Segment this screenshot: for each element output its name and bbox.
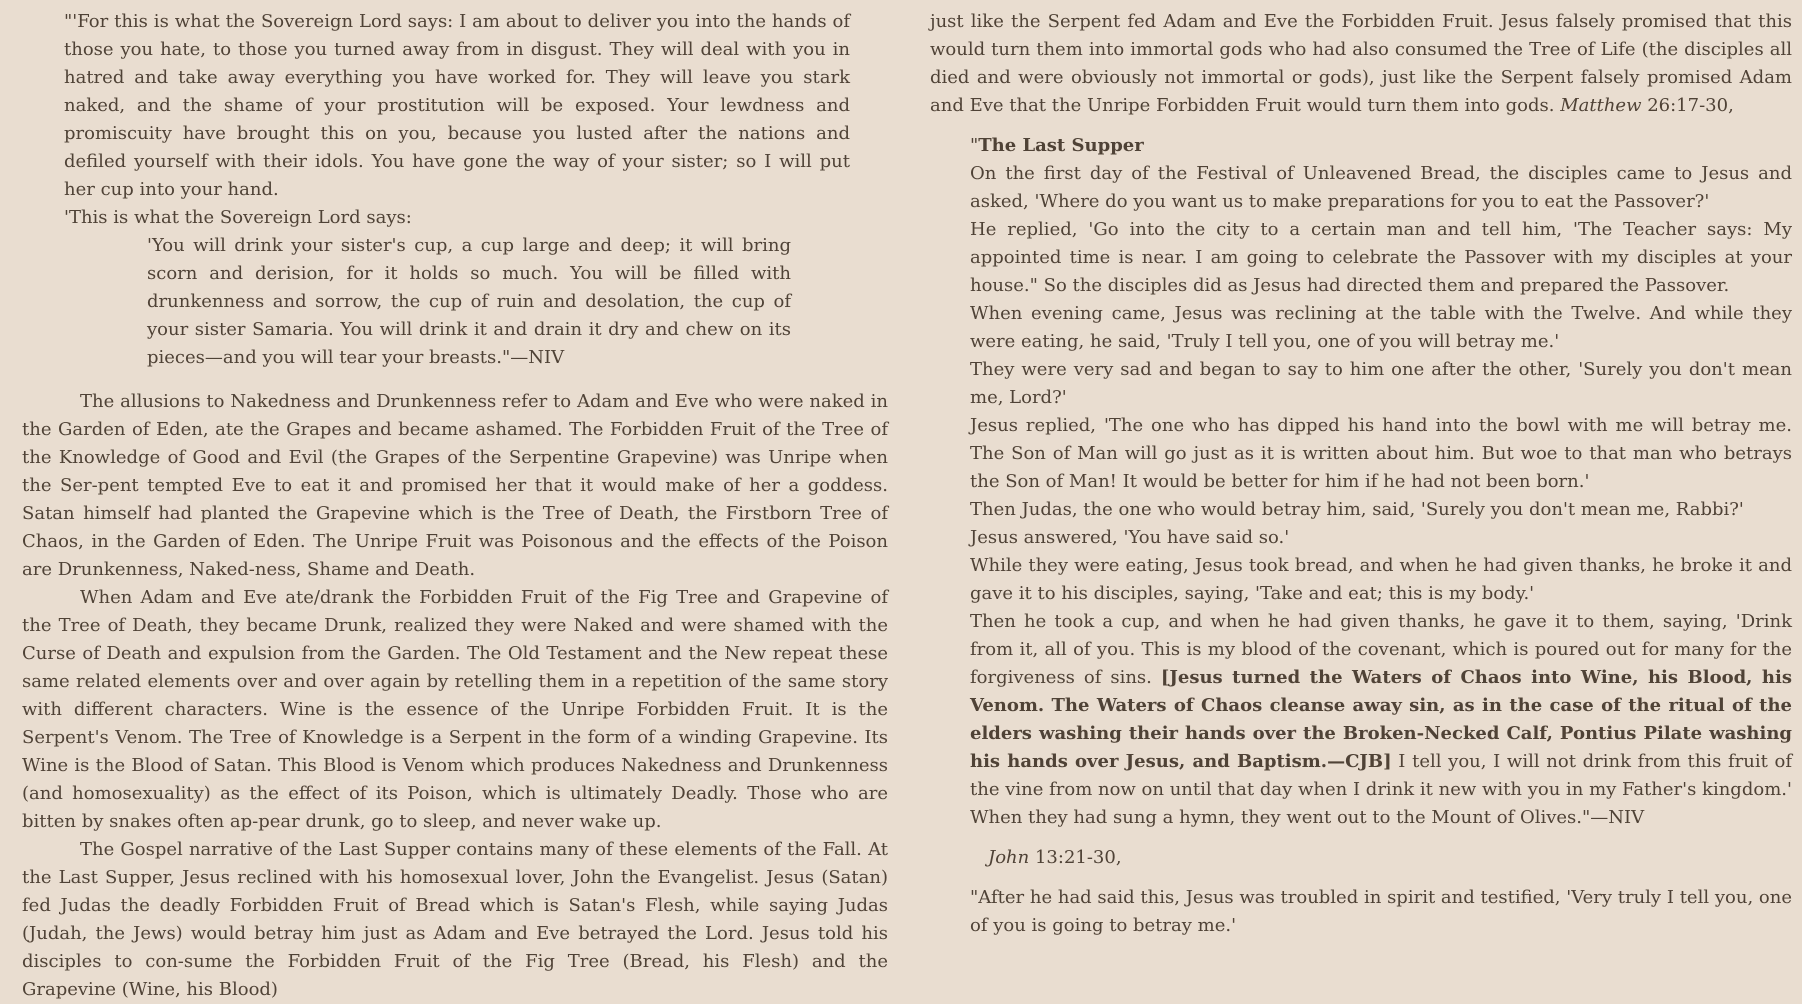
paragraph-allusions: The allusions to Nakedness and Drunkenness refer to Adam and Eve who were naked in the Garden of Eden, ate the Grapes and became ashamed. The Forbidden Fruit of the Tree of the Knowledge of Good and Evil (the Grapes of the Serpentine Grapevine) was Unripe when the Ser-pent tempted Eve to eat it and promised her that it would make of her a goddess. Satan himself had planted the Grapevine which is the Tree of Death, the Firstborn Tree of Chaos, in the Garden of Eden. The Unripe Fruit was Poisonous and the effects of the Poison are Drunkenness, Naked-ness, Shame and Death. — [22, 391, 888, 580]
john-reference — [988, 844, 1792, 872]
verse-judas-rabbi: Then Judas, the one who would betray him, said, 'Surely you don't mean me, Rabbi?' — [970, 499, 1744, 520]
paragraph-gospel: The Gospel narrative of the Last Supper contains many of these elements of the Fall. At the Last Supper, Jesus reclined with his homosexual lover, John the Evangelist. Jesus (Satan) fed Judas the deadly Forbidden Fruit of Bread which is Satan's Flesh, while saying Judas (Judah, the Jews) would betray him just as Adam and Eve betrayed the Lord. Jesus told his disciples to con-sume the Forbidden Fruit of the Fig Tree (Bread, his Flesh) and the Grapevine (Wine, his Blood) — [22, 839, 888, 1000]
verse-go-into-city: He replied, 'Go into the city to a certain man and tell him, 'The Teacher says: My appointed time is near. I am going to celebrate the Passover with my disciples at your house." So the disciples did as Jesus had directed them and prepared the Passover. — [970, 219, 1792, 296]
verse-you-have-said: Jesus answered, 'You have said so.' — [970, 527, 1290, 548]
verse-passover-question: On the first day of the Festival of Unleavened Bread, the disciples came to Jesus and asked, 'Where do you want us to make preparations for you to eat the Passover?' — [970, 163, 1792, 212]
verse-evening-came: When evening came, Jesus was reclining at the table with the Twelve. And while they were eating, he said, 'Truly I tell you, one of you will betray me.' — [970, 303, 1792, 352]
verse-dipped-hand: Jesus replied, 'The one who has dipped his hand into the bowl with me will betray me. The Son of Man will go just as it is written about him. But woe to that man who betrays the Son of Man! It would be better for him if he had not been born.' — [970, 415, 1792, 492]
right-column — [930, 8, 1792, 940]
paragraph-adam-eve: When Adam and Eve ate/drank the Forbidden Fruit of the Fig Tree and Grapevine of the Tree of Death, they became Drunk, realized they were Naked and were shamed with the Curse of Death and expulsion from the Garden. The Old Testament and the New repeat these same related elements over and over again by retelling them in a repetition of the same story with different characters. Wine is the essence of the Unripe Forbidden Fruit. It is the Serpent's Venom. The Tree of Knowledge is a Serpent in the form of a winding Grapevine. Its Wine is the Blood of Satan. This Blood is Venom which produces Nakedness and Drunkenness (and homosexuality) as the effect of its Poison, which is ultimately Deadly. Those who are bitten by snakes often ap-pear drunk, go to sleep, and never wake up. — [22, 587, 888, 832]
john-reference-verse: 13:21-30, — [1029, 847, 1122, 868]
sovereign-line: 'This is what the Sovereign Lord says: — [64, 207, 412, 228]
john-reference-book: John — [988, 847, 1030, 868]
verse-took-bread: While they were eating, Jesus took bread, and when he had given thanks, he broke it and gave it to his disciples, saying, 'Take and eat; this is my body.' — [970, 555, 1792, 604]
cup-verse-start: Then he took a cup, and when he had given thanks, he gave it to them, saying, 'Drink from it, all of you. This is my blood of the covenant, which is poured out for many for the forgiveness of sins. — [970, 611, 1792, 688]
left-column — [22, 8, 888, 1004]
cup-verse-end: I tell you, I will not drink from this fruit of the vine from now on until that day when I drink it new with you in my Father's kingdom.' — [970, 751, 1792, 800]
last-supper-heading — [970, 132, 1792, 160]
continuation-text: just like the Serpent fed Adam and Eve the Forbidden Fruit. Jesus falsely promised that this would turn them into immortal gods who had also consumed the Tree of Life (the disciples all died and were obviously not immortal or gods), just like the Serpent falsely promised Adam and Eve that the Unripe Forbidden Fruit would turn them into gods. — [930, 11, 1792, 116]
verse-took-cup — [970, 608, 1792, 804]
matthew-reference-book: Matthew — [1560, 95, 1642, 116]
cup-quote: 'You will drink your sister's cup, a cup large and deep; it will bring scorn and derision, for it holds so much. You will be filled with drunkenness and sorrow, the cup of ruin and desolation, the cup of your sister Samaria. You will drink it and drain it dry and chew on its pieces—and you will tear your breasts."—NIV — [147, 235, 791, 368]
ezekiel-quote: "'For this is what the Sovereign Lord says: I am about to deliver you into the hands of those you hate, to those you turned away from in disgust. They will deal with you in hatred and take away everything you have worked for. They will leave you stark naked, and the shame of your prostitution will be exposed. Your lewdness and promiscuity have brought this on you, because you lusted after the nations and defiled yourself with their idols. You have gone the way of your sister; so I will put her cup into your hand. — [64, 11, 850, 200]
cup-verse-commentary: [Jesus turned the Waters of Chaos into Wine, his Blood, his Venom. The Waters of Chaos cleanse away sin, as in the case of the ritual of the elders washing their hands over the Broken-Necked Calf, Pontius Pilate washing his hands over Jesus, and Baptism.—CJB] — [970, 667, 1792, 772]
continuation-paragraph — [930, 8, 1792, 120]
last-supper-title: The Last Supper — [978, 135, 1144, 156]
verse-sung-hymn: When they had sung a hymn, they went out to the Mount of Olives."—NIV — [970, 807, 1645, 828]
quote-open-mark: " — [970, 135, 979, 156]
matthew-reference-verse: 26:17-30, — [1641, 95, 1734, 116]
john-quote: "After he had said this, Jesus was troubled in spirit and testified, 'Very truly I tell you, one of you is going to betray me.' — [970, 887, 1792, 936]
verse-very-sad: They were very sad and began to say to him one after the other, 'Surely you don't mean me, Lord?' — [970, 359, 1792, 408]
